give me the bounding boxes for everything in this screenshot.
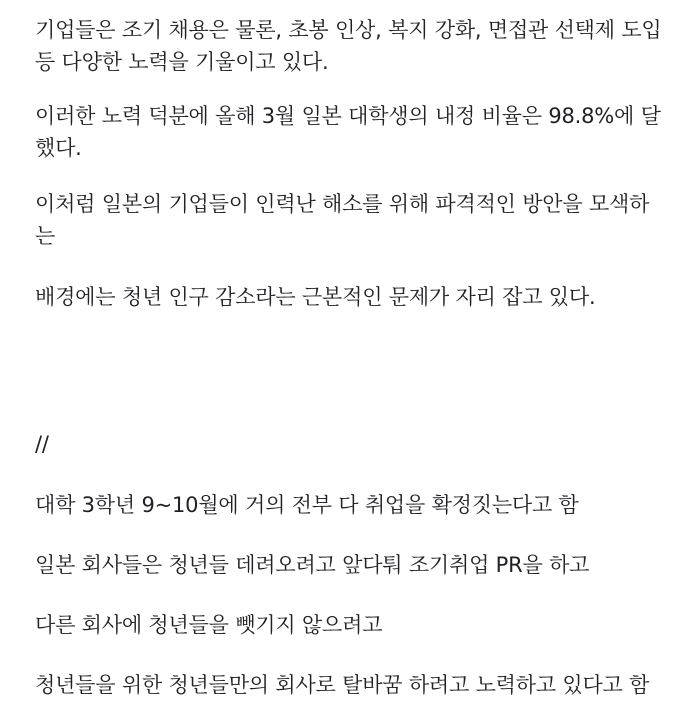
text-line: 배경에는 청년 인구 감소라는 근본적인 문제가 자리 잡고 있다.: [35, 285, 596, 309]
paragraph-4: [35, 281, 675, 313]
separator-text: [35, 428, 675, 460]
text-line: 는: [35, 224, 56, 248]
text-line: 등 다양한 노력을 기울이고 있다.: [35, 50, 329, 74]
text-line: 기업들은 조기 채용은 물론, 초봉 인상, 복지 강화, 면접관 선택제 도입: [35, 18, 662, 42]
text-line: 일본 회사들은 청년들 데려오려고 앞다퉈 조기취업 PR을 하고: [35, 553, 590, 577]
text-line: 다른 회사에 청년들을 뺏기지 않으려고: [35, 613, 383, 637]
text-line: 이러한 노력 덕분에 올해 3월 일본 대학생의 내정 비율은 98.8%에 달: [35, 104, 661, 128]
text-line: 했다.: [35, 136, 82, 160]
text-line: 대학 3학년 9~10월에 거의 전부 다 취업을 확정짓는다고 함: [35, 493, 579, 517]
text-line: 청년들을 위한 청년들만의 회사로 탈바꿈 하려고 노력하고 있다고 함: [35, 673, 650, 697]
paragraph-8: [35, 669, 675, 701]
text-line: //: [35, 432, 49, 456]
paragraph-6: [35, 549, 675, 581]
paragraph-3: [35, 188, 675, 252]
paragraph-7: [35, 609, 675, 641]
paragraph-2: [35, 100, 675, 164]
paragraph-1: [35, 14, 675, 78]
paragraph-5: [35, 489, 675, 521]
text-line: 이처럼 일본의 기업들이 인력난 해소를 위해 파격적인 방안을 모색하: [35, 192, 650, 216]
